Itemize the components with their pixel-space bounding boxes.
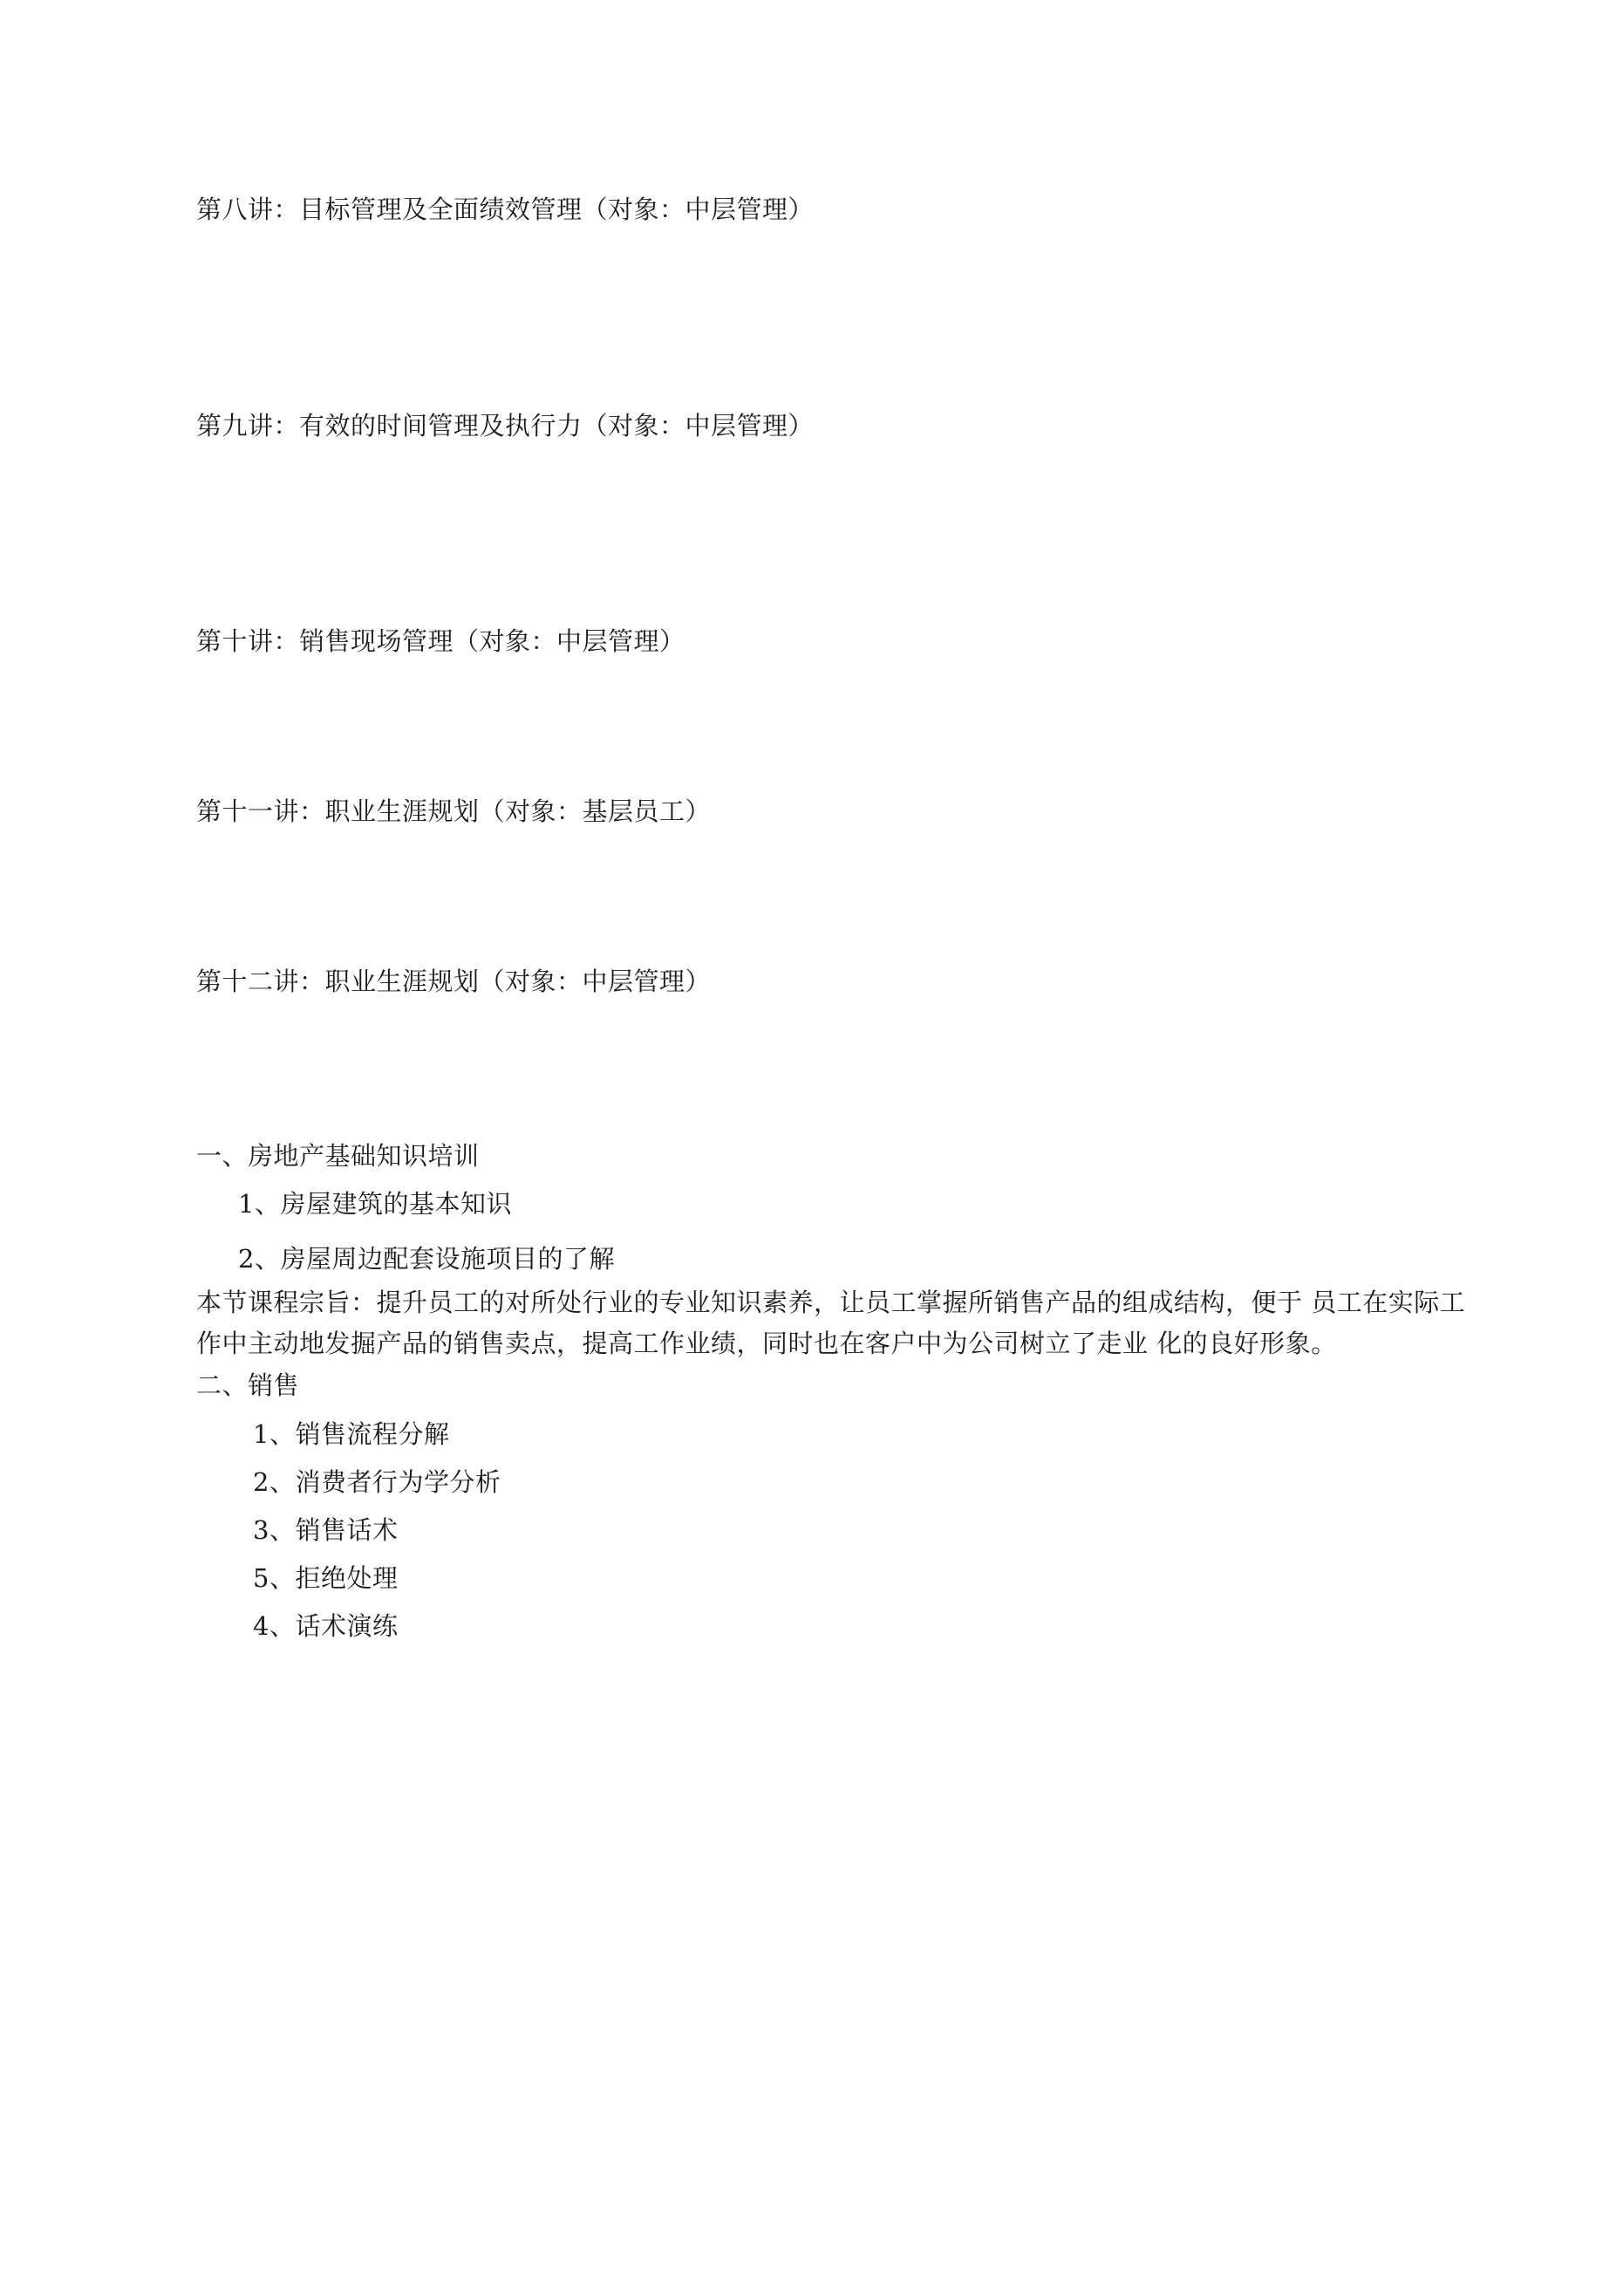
section-2-item: 5、拒绝处理 — [253, 1563, 399, 1593]
section-2-item: 3、销售话术 — [253, 1515, 399, 1545]
lecture-10-heading: 第十讲：销售现场管理（对象：中层管理） — [196, 626, 685, 656]
section-2-item: 4、话术演练 — [253, 1611, 399, 1641]
section-1-item: 2、房屋周边配套设施项目的了解 — [238, 1244, 615, 1274]
lecture-12-heading: 第十二讲：职业生涯规划（对象：中层管理） — [196, 967, 712, 996]
section-1-title: 一、房地产基础知识培训 — [196, 1141, 480, 1171]
lecture-11-heading: 第十一讲：职业生涯规划（对象：基层员工） — [196, 796, 712, 826]
section-1-item: 1、房屋建筑的基本知识 — [238, 1189, 512, 1219]
section-2-item: 2、消费者行为学分析 — [253, 1467, 501, 1497]
course-purpose-line: 作中主动地发掘产品的销售卖点，提高工作业绩，同时也在客户中为公司树立了走业 化的良好形象。 — [196, 1329, 1337, 1358]
section-2-item: 1、销售流程分解 — [253, 1419, 450, 1449]
lecture-8-heading: 第八讲：目标管理及全面绩效管理（对象：中层管理） — [196, 195, 815, 224]
course-purpose-line: 本节课程宗旨：提升员工的对所处行业的专业知识素养，让员工掌握所销售产品的组成结构，便于 员工在实际工 — [196, 1288, 1466, 1317]
section-2-title: 二、销售 — [196, 1370, 300, 1400]
lecture-9-heading: 第九讲：有效的时间管理及执行力（对象：中层管理） — [196, 411, 815, 441]
